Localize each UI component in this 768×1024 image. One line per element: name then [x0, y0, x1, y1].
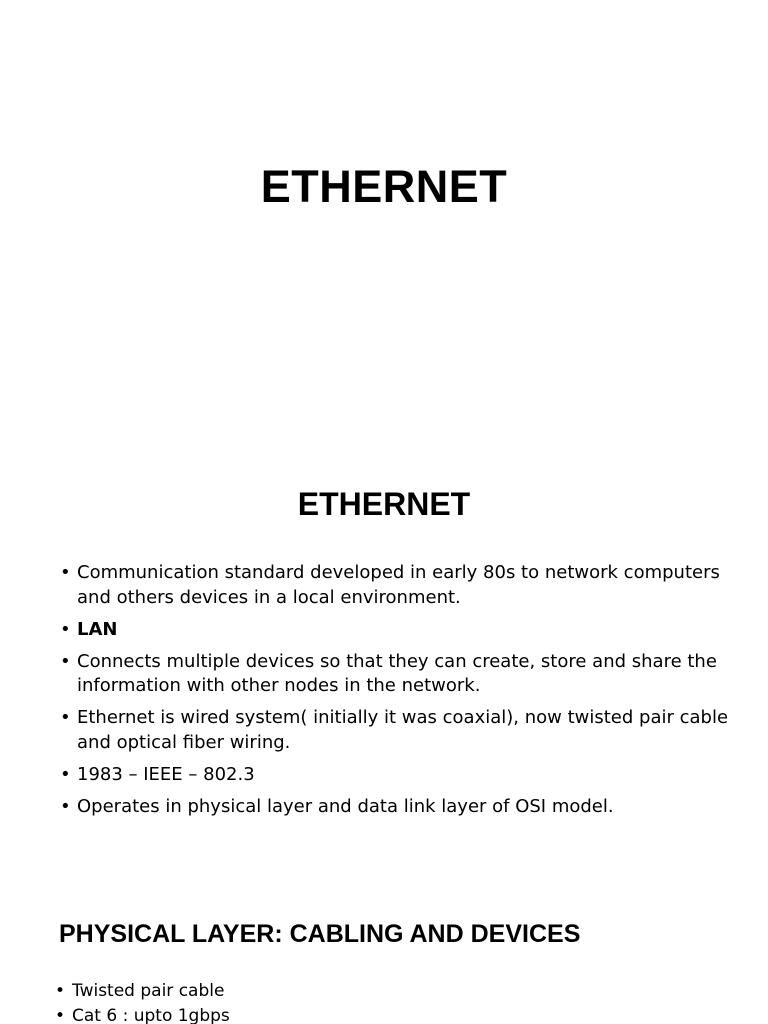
bullet-text: Cat 6 : upto 1gbps [72, 1006, 230, 1024]
bullet-item [60, 650, 750, 699]
bullet-list [55, 979, 745, 1024]
bullet-text: Connects multiple devices so that they can create, store and share the information with other nodes in the network. [77, 650, 717, 696]
bullet-item [60, 561, 750, 610]
bullet-text: Communication standard developed in early 80s to network computers and others devices in a local environment. [77, 562, 720, 608]
physical-layer-slide [0, 872, 768, 1024]
bullet-text: Twisted pair cable [72, 981, 225, 1001]
bullet-text: Ethernet is wired system( initially it was coaxial), now twisted pair cable and optical fiber wiring. [77, 707, 729, 753]
slide-heading: ETHERNET [297, 486, 471, 522]
bullet-item [60, 795, 750, 820]
title-slide [0, 0, 768, 416]
bullet-dot-icon: • [55, 1006, 66, 1024]
bullet-dot-icon: • [55, 981, 66, 1001]
bullet-item [60, 706, 750, 755]
slide-title: ETHERNET [260, 161, 508, 212]
ethernet-overview-slide [0, 416, 768, 872]
bullet-dot-icon: • [60, 618, 71, 640]
bullet-dot-icon: • [60, 795, 71, 817]
bullet-dot-icon: • [60, 562, 71, 583]
bullet-text: Operates in physical layer and data link layer of OSI model. [77, 795, 614, 817]
bullet-list [60, 561, 750, 827]
bullet-dot-icon: • [60, 763, 71, 785]
bullet-dot-icon: • [60, 707, 71, 728]
bullet-text: LAN [77, 618, 118, 640]
bullet-item [55, 979, 745, 1004]
bullet-item [55, 1004, 745, 1024]
slide-heading: PHYSICAL LAYER: CABLING AND DEVICES [59, 920, 581, 948]
bullet-item [60, 618, 750, 643]
bullet-item [60, 763, 750, 788]
bullet-text: 1983 – IEEE – 802.3 [77, 763, 255, 785]
bullet-dot-icon: • [60, 650, 71, 672]
